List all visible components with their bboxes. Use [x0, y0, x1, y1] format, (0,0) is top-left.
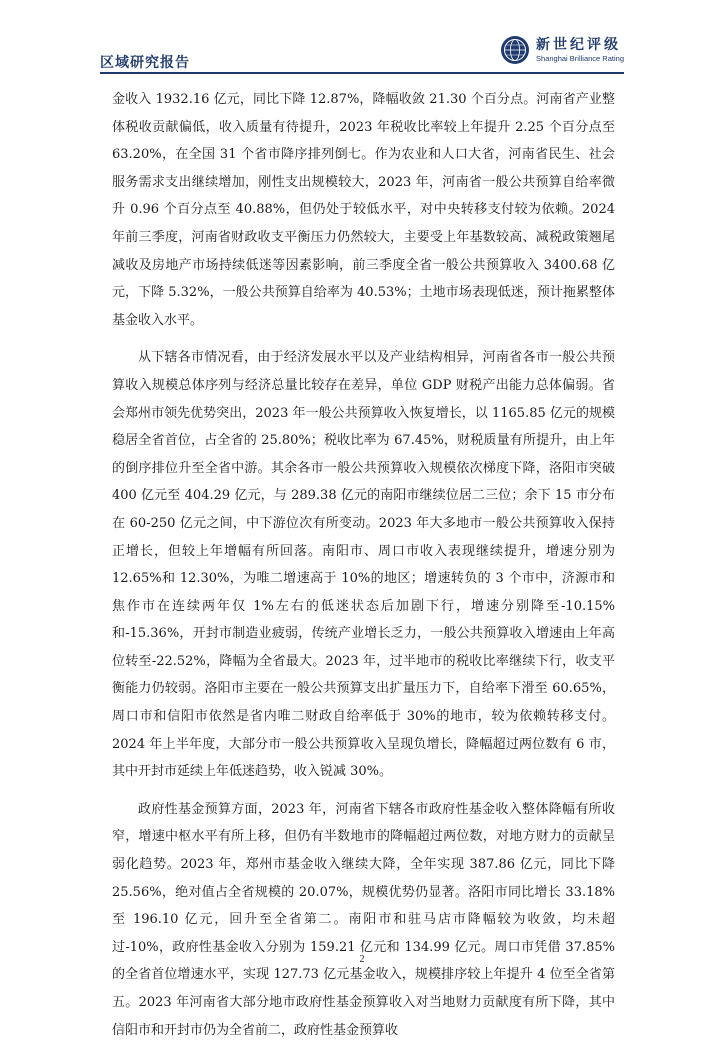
body-text [112, 86, 615, 1044]
paragraph-3: 政府性基金预算方面，2023 年，河南省下辖各市政府性基金收入整体降幅有所收窄，增速中枢水平有所上移，但仍有半数地市的降幅超过两位数，对地方财力的贡献呈弱化趋势。2023 年，郑州市基金收入继续大降，全年实现 387.86 亿元，同比下降 25.56%，绝对值占全省规模的 20.07%，规模优势仍显著。洛阳市同比增长 33.18%至 196.10 亿元，回升至全省第二。南阳市和驻马店市降幅较为收敛，均未超过-10%，政府性基金收入分别为 159.21 亿元和 134.99 亿元。周口市凭借 37.85%的全省首位增速水平，实现 127.73 亿元基金收入，规模排序较上年提升 4 位至全省第五。2023 年河南省大部分地市政府性基金预算收入对当地财力贡献度有所下降，其中信阳市和开封市仍为全省前二，政府性基金预算收 [112, 801, 615, 1038]
brand-name-en: Shanghai Brilliance Rating [536, 54, 624, 63]
globe-emblem-icon [500, 35, 530, 65]
paragraph-2: 从下辖各市情况看，由于经济发展水平以及产业结构相异，河南省各市一般公共预算收入规模总体序列与经济总量比较存在差异，单位 GDP 财税产出能力总体偏弱。省会郑州市领先优势突出，2023 年一般公共预算收入恢复增长，以 1165.85 亿元的规模稳居全省首位，占全省的 25.80%；税收比率为 67.45%，财税质量有所提升，由上年的倒序排位升至全省中游。其余各市一般公共预算收入规模依次梯度下降，洛阳市突破 400 亿元至 404.29 亿元，与 289.38 亿元的南阳市继续位居二三位；余下 15 市分布在 60-250 亿元之间，中下游位次有所变动。2023 年大多地市一般公共预算收入保持正增长，但较上年增幅有所回落。南阳市、周口市收入表现继续提升，增速分别为 12.65%和 12.30%，为唯二增速高于 10%的地区；增速转负的 3 个市中，济源市和焦作市在连续两年仅 1%左右的低迷状态后加剧下行，增速分别降至-10.15%和-15.36%，开封市制造业疲弱，传统产业增长乏力，一般公共预算收入增速由上年高位转至-22.52%，降幅为全省最大。2023 年，过半地市的税收比率继续下行，收支平衡能力仍较弱。洛阳市主要在一般公共预算支出扩量压力下，自给率下滑至 60.65%，周口市和信阳市依然是省内唯二财政自给率低于 30%的地市，较为依赖转移支付。2024 年上半年度，大部分市一般公共预算收入呈现负增长，降幅超过两位数有 6 市，其中开封市延续上年低迷趋势，收入锐减 30%。 [112, 350, 615, 780]
report-title: 区域研究报告 [100, 55, 190, 71]
page-number: 2 [359, 954, 365, 965]
paragraph-1: 金收入 1932.16 亿元，同比下降 12.87%，降幅收敛 21.30 个百分点。河南省产业整体税收贡献偏低，收入质量有待提升，2023 年税收比率较上年提升 2.25 个百分点至 63.20%，在全国 31 个省市降序排列倒七。作为农业和人口大省，河南省民生、社会服务需求支出继续增加，刚性支出规模较大，2023 年，河南省一般公共预算自给率微升 0.96 个百分点至 40.88%，但仍处于较低水平，对中央转移支付较为依赖。2024 年前三季度，河南省财政收支平衡压力仍然较大，主要受上年基数较高、减税政策翘尾减收及房地产市场持续低迷等因素影响，前三季度全省一般公共预算收入 3400.68 亿元，下降 5.32%，一般公共预算自给率为 40.53%；土地市场表现低迷，预计拖累整体基金收入水平。 [112, 92, 615, 328]
brand-name-cn: 新世纪评级 [536, 37, 622, 53]
brand-logo [500, 30, 624, 70]
header-divider [100, 72, 624, 74]
brand-text [536, 36, 624, 64]
page-header [100, 28, 624, 72]
